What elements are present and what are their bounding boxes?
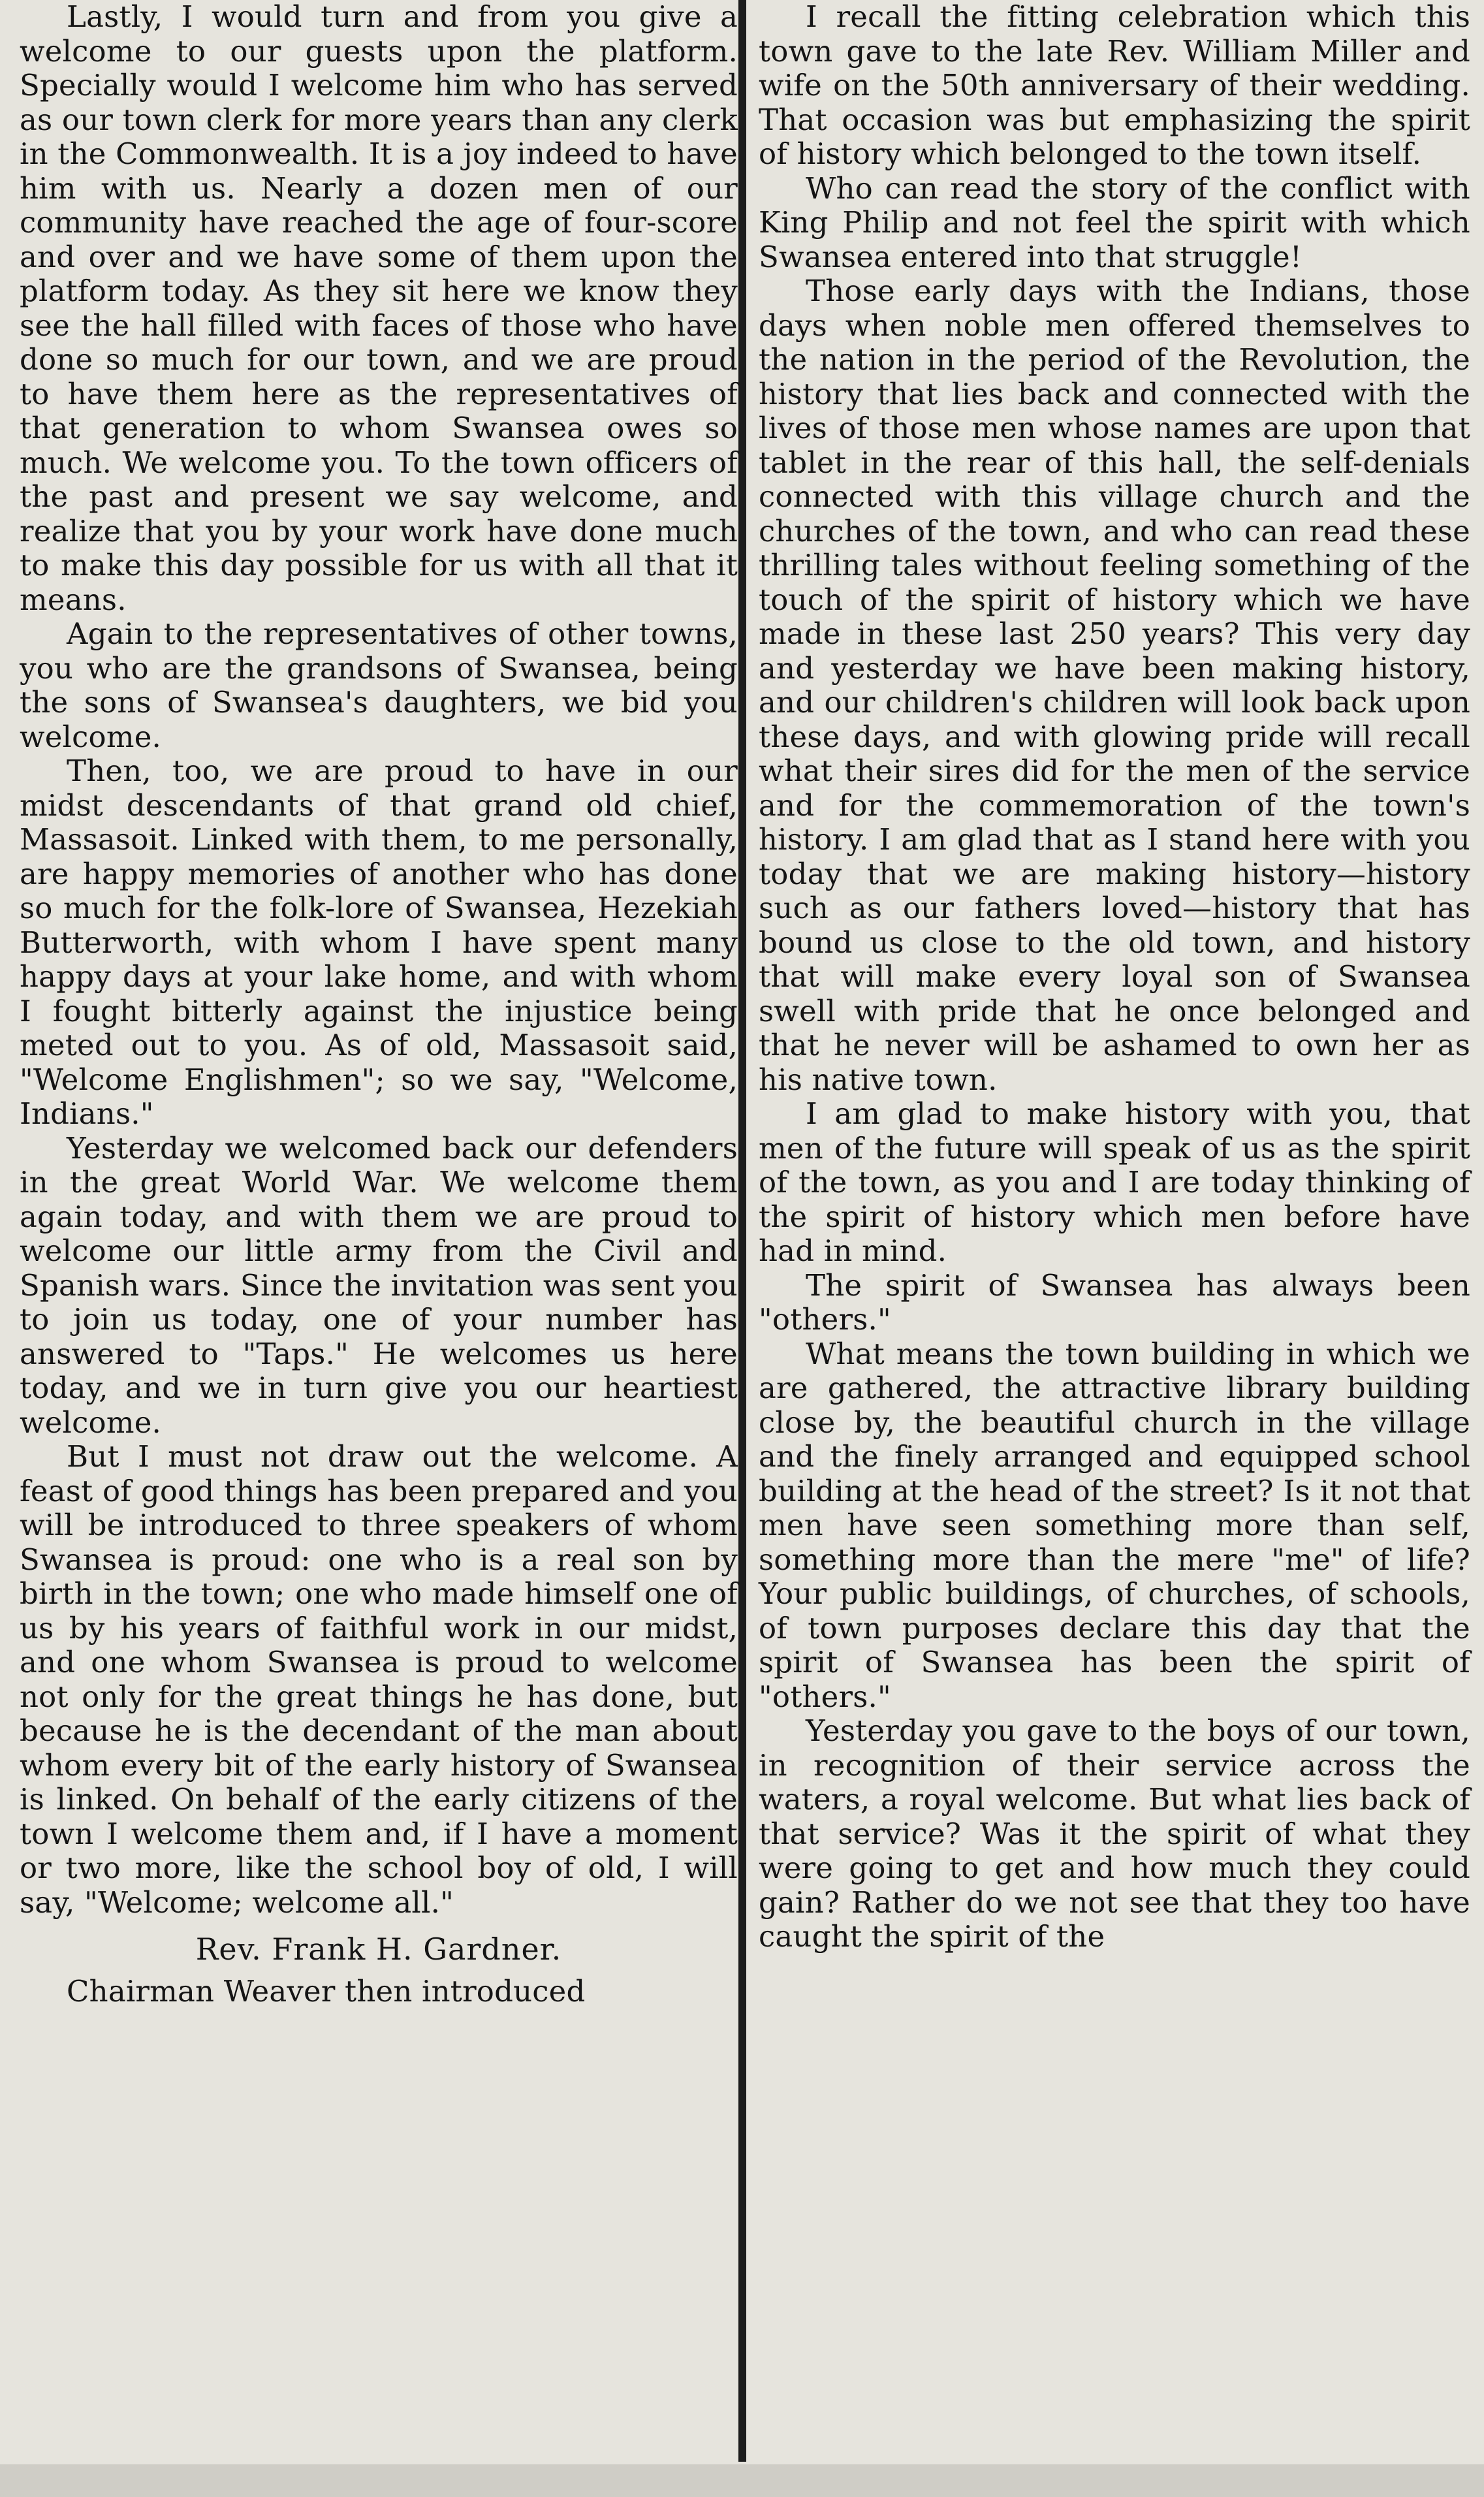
article-paragraph: The spirit of Swansea has always been "others." — [759, 1267, 1470, 1337]
left-column — [20, 0, 738, 2009]
article-paragraph: I recall the fitting celebration which this town gave to the late Rev. William Miller and wife on the 50th anniversary of their wedding. That occasion was but emphasizing the spirit of history which belonged to the town itself. — [759, 0, 1470, 171]
right-column — [759, 0, 1470, 1954]
article-paragraph: Again to the representatives of other towns, you who are the grandsons of Swansea, being the sons of Swansea's daughters, we bid you welcome. — [20, 616, 738, 754]
article-paragraph: But I must not draw out the welcome. A feast of good things has been prepared and you will be introduced to three speakers of whom Swansea is proud: one who is a real son by birth in the town; one who made himself one of us by his years of faithful work in our midst, and one whom Swansea is proud to welcome not only for the great things he has done, but because he is the decendant of the man about whom every bit of the early history of Swansea is linked. On behalf of the early citizens of the town I welcome them and, if I have a moment or two more, like the school boy of old, I will say, "Welcome; welcome all." — [20, 1439, 738, 1920]
closing-line: Chairman Weaver then introduced — [67, 1974, 586, 2009]
author-byline: Rev. Frank H. Gardner. — [195, 1932, 562, 1967]
column-divider — [738, 0, 746, 2462]
article-paragraph: Lastly, I would turn and from you give a welcome to our guests upon the platform. Specially would I welcome him who has served as our town clerk for more years than any clerk in the Commonwealth. It is a joy indeed to have him with us. Nearly a dozen men of our community have reached the age of four-score and over and we have some of them upon the platform today. As they sit here we know they see the hall filled with faces of those who have done so much for our town, and we are proud to have them here as the representatives of that generation to whom Swansea owes so much. We welcome you. To the town officers of the past and present we say welcome, and realize that you by your work have done much to make this day possible for us with all that it means. — [20, 0, 738, 617]
article-paragraph: I am glad to make history with you, that men of the future will speak of us as the spirit of the town, as you and I are today thinking of the spirit of history which men before have had in mind. — [759, 1096, 1470, 1268]
article-paragraph: Then, too, we are proud to have in our midst descendants of that grand old chief, Massasoit. Linked with them, to me personally, are happy memories of another who has done so much for the folk-lore of Swansea, Hezekiah Butterworth, with whom I have spent many happy days at your lake home, and with whom I fought bitterly against the injustice being meted out to you. As of old, Massasoit said, "Welcome Englishmen"; so we say, "Welcome, Indians." — [20, 754, 738, 1131]
article-paragraph: Who can read the story of the conflict with King Philip and not feel the spirit with which Swansea entered into that struggle! — [759, 170, 1470, 274]
article-paragraph: Yesterday we welcomed back our defenders in the great World War. We welcome them again today, and with them we are proud to welcome our little army from the Civil and Spanish wars. Since the invitation was sent you to join us today, one of your number has answered to "Taps." He welcomes us here today, and we in turn give you our heartiest welcome. — [20, 1130, 738, 1440]
page-bottom-edge — [0, 2464, 1484, 2497]
article-paragraph: What means the town building in which we are gathered, the attractive library building close by, the beautiful church in the village and the finely arranged and equipped school building at the head of the street? Is it not that men have seen something more than self, something more than the mere "me" of life? Your public buildings, of churches, of schools, of town purposes declare this day that the spirit of Swansea has been the spirit of "others." — [759, 1336, 1470, 1714]
article-paragraph: Yesterday you gave to the boys of our town, in recognition of their service across the waters, a royal welcome. But what lies back of that service? Was it the spirit of what they were going to get and how much they could gain? Rather do we not see that they too have caught the spirit of the — [759, 1713, 1470, 1954]
article-paragraph: Those early days with the Indians, those days when noble men offered themselves to the nation in the period of the Revolution, the history that lies back and connected with the lives of those men whose names are upon that tablet in the rear of this hall, the self-denials connected with this village church and the churches of the town, and who can read these thrilling tales without feeling something of the touch of the spirit of history which we have made in these last 250 years? This very day and yesterday we have been making history, and our children's children will look back upon these days, and with glowing pride will recall what their sires did for the men of the service and for the commemoration of the town's history. I am glad that as I stand here with you today that we are making history—history such as our fathers loved—history that has bound us close to the old town, and history that will make every loyal son of Swansea swell with pride that he once belonged and that he never will be ashamed to own her as his native town. — [759, 274, 1470, 1097]
